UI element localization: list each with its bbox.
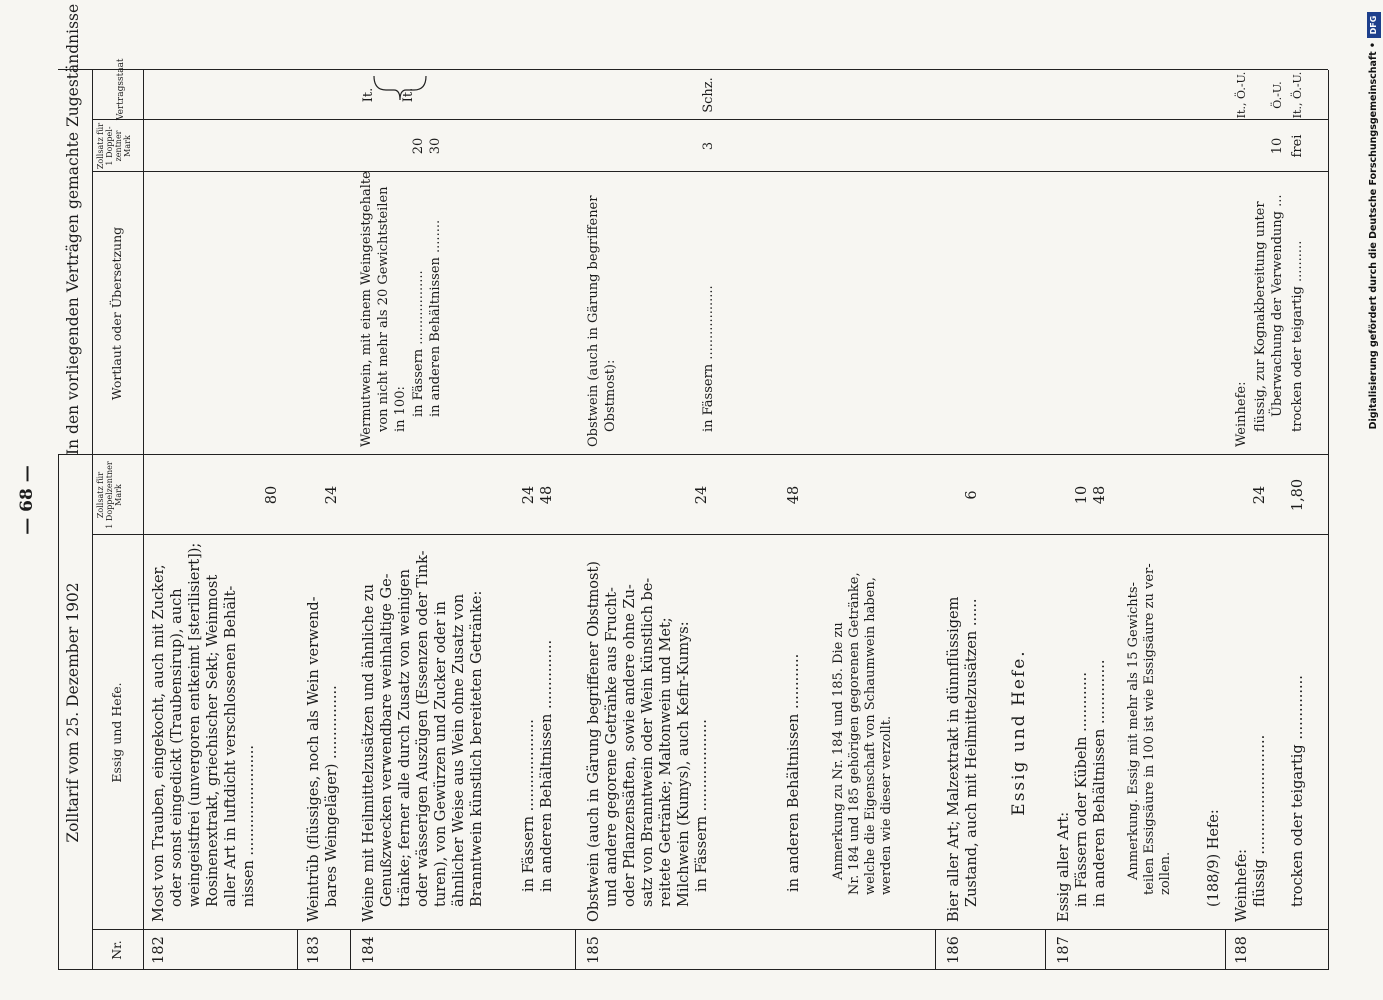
treaty-188-sub: Überwachung der Verwendung ... (1270, 194, 1285, 417)
treaty-184-sub: in Fässern .................. (411, 270, 426, 417)
entry-185-note: welche die Eigenschaft von Schaumwein haben, (863, 577, 878, 895)
right-header-title: In den vorliegenden Verträgen gemachte Zugeständnisse (64, 3, 82, 455)
dfg-footer (1366, 12, 1382, 988)
entry-185-rate-2: 48 (786, 485, 802, 505)
entry-188-sub: trocken oder teigartig .............. (1290, 675, 1306, 907)
entry-184-line: tränke; ferner alle durch Zusatz von weinigen (397, 569, 413, 907)
rate-column-line (92, 534, 1328, 535)
entry-185-line: reitete Getränke; Maltonwein und Met; (658, 617, 674, 907)
entry-188-sub: flüssig .......................... (1252, 734, 1268, 907)
treaty-188-state: It., Ö.-U. (1235, 71, 1248, 119)
col-header-text-left: Essig und Hefe. (109, 682, 124, 783)
table-bottom-line (1328, 70, 1329, 970)
entry-183-line: bares Weingeläger) ................ (324, 685, 340, 907)
treaty-188-sub: flüssig, zur Kognakbereitung unter (1253, 201, 1268, 432)
entry-number-182: 182 (151, 936, 167, 964)
entry-182-rate: 80 (264, 485, 280, 505)
treaty-188-sub: trocken oder teigartig .......... (1290, 240, 1305, 432)
entry-185-sub: in Fässern .................... (694, 719, 710, 892)
table-left-border (58, 969, 1328, 970)
entry-187-sub: in anderen Behältnissen .............. (1092, 659, 1108, 907)
entry-185-line: und andere gegorene Getränke aus Frucht- (604, 587, 620, 907)
entry-number-183: 183 (306, 936, 322, 964)
entry-number-188: 188 (1234, 936, 1250, 964)
treaty-184-line: von nicht mehr als 20 Gewichtsteilen (376, 186, 391, 432)
dfg-logo: DFG (1367, 12, 1381, 38)
section-divider-line (58, 454, 1328, 455)
entry-187-sub: in Fässern oder Kübeln ............. (1074, 671, 1090, 907)
page-number: — 68 — (17, 465, 37, 535)
treaty-184-line: in 100: (393, 386, 408, 432)
digitization-note: Digitalisierung gefördert durch die Deutsche Forschungsgemeinschaft • (1368, 42, 1379, 430)
header-mid-line-left (92, 455, 93, 970)
treaty-184-rate-2: 30 (428, 137, 443, 155)
treaty-184-state-label: It. (361, 87, 376, 103)
entry-186-line: Zustand, auch mit Heilmittelzusätzen ...... (964, 598, 980, 907)
entry-187-rate-2: 48 (1092, 485, 1108, 505)
treaty-185-sub: in Fässern .................. (701, 285, 716, 432)
treaty-188-state: It., Ö.-U. (1291, 71, 1304, 119)
row-separator (297, 930, 298, 970)
treaty-184-sub: in anderen Behältnissen ........ (428, 219, 443, 417)
entry-number-187: 187 (1056, 936, 1072, 964)
table-right-border (58, 69, 1328, 70)
treaty-188-rate-2: frei (1290, 134, 1305, 158)
entry-184-sub: in anderen Behältnissen ............... (539, 639, 555, 892)
entry-182-line: weingeistfrei (unvergoren entkeimt [sterilisiert]); (187, 542, 203, 907)
treaty-text-column-line (92, 171, 1328, 172)
left-header-title: Zolltarif vom 25. Dezember 1902 (64, 582, 82, 843)
entry-185-note: werden wie dieser verzollt. (879, 715, 894, 895)
entry-188-rate-1: 24 (1252, 485, 1268, 505)
entry-184-rate-2: 48 (539, 485, 555, 505)
header-bottom-line (143, 70, 144, 970)
entry-185-note: Anmerkung zu Nr. 184 und 185. Die zu (831, 622, 846, 880)
col-header-state: Vertragsstaat (116, 58, 126, 120)
treaty-185-state: Schz. (701, 77, 716, 113)
entry-184-rate-1: 24 (521, 485, 537, 505)
row-separator (350, 930, 351, 970)
entry-185-line: satz von Branntwein oder Wein künstlich be- (640, 577, 656, 907)
treaty-184-state: It. (401, 87, 416, 103)
treaty-188-rate-1: 10 (1270, 137, 1285, 155)
entry-185-sub: in anderen Behältnissen ............ (786, 653, 802, 892)
entry-185-rate-1: 24 (694, 485, 710, 505)
treaty-184-rate-1: 20 (411, 137, 426, 155)
entry-186-line: Bier aller Art; Malzextrakt in dünnflüssigem (946, 596, 962, 922)
treaty-184-line: Wermutwein, mit einem Weingeistgehalte (359, 171, 374, 447)
entry-182-line: Rosinenextrakt, griechischer Sekt; Weinmost (205, 574, 221, 907)
entry-185-line: oder Pflanzensäften, sowie andere ohne Zu- (622, 584, 638, 907)
header-top-line-left (58, 455, 59, 970)
entry-183-line: Weintrüb (flüssiges, noch als Wein verwend- (306, 596, 322, 922)
col-header-rate: Zollsatz für 1 Doppelzentner Mark (96, 461, 123, 529)
row-separator (935, 930, 936, 970)
entry-187-line: Essig aller Art: (1056, 811, 1072, 922)
nr-column-line (92, 929, 1328, 930)
entry-184-line: turen), von Gewürzen und Zucker oder in (433, 601, 449, 907)
entry-184-line: ähnlicher Weise aus Wein ohne Zusatz von (451, 593, 467, 907)
header-mid-line-right (92, 70, 93, 455)
entry-186-rate: 6 (964, 490, 980, 500)
treaty-185-line: Obstwein (auch in Gärung begriffener (586, 195, 601, 447)
entry-182-line: aller Art in luftdicht verschlossenen Behält- (223, 585, 239, 907)
treaty-185-line: Obstmost): (603, 359, 618, 432)
entry-187-note: Anmerkung. Essig mit mehr als 15 Gewichts- (1126, 582, 1141, 880)
row-separator (575, 930, 576, 970)
entry-182-line: oder sonst eingedickt (Traubensirup), auch (169, 588, 185, 907)
col-header-rate2: Zollsatz für 1 Doppel- zentner Mark (96, 122, 132, 170)
entry-187-note: zollen. (1158, 851, 1173, 895)
entry-number-184: 184 (361, 936, 377, 964)
treaty-188-head: Weinhefe: (1234, 381, 1249, 447)
col-header-nr: Nr. (109, 940, 124, 960)
entry-184-line: Weine mit Heilmittelzusätzen und ähnliche zu (361, 584, 377, 922)
entry-187-rate-1: 10 (1074, 485, 1090, 505)
entry-183-rate: 24 (324, 485, 340, 505)
entry-188-rate-2: 1,80 (1290, 478, 1306, 512)
entry-185-line: Obstwein (auch in Gärung begriffener Obstmost) (586, 561, 602, 922)
treaty-185-rate: 3 (701, 141, 716, 151)
entry-184-line: oder wässerigen Auszügen (Essenzen oder Tink- (415, 550, 431, 907)
treaty-188-state: Ö.-U. (1271, 81, 1284, 109)
row-separator (1225, 930, 1226, 970)
entry-184-line: Branntwein künstlich bereiteten Getränke: (469, 590, 485, 907)
entry-182-line: Most von Trauben, eingekocht, auch mit Zucker, (151, 564, 167, 922)
entry-188-head: (188/9) Hefe: (1206, 809, 1222, 907)
entry-number-186: 186 (946, 936, 962, 964)
entry-188-line: Weinhefe: (1234, 848, 1250, 922)
entry-number-185: 185 (586, 936, 602, 964)
entry-185-note: Nr. 184 und 185 gehörigen gegorenen Getränke, (847, 572, 862, 895)
section-title: Essig und Hefe. (1009, 649, 1029, 816)
col-header-text: Wortlaut oder Übersetzung (109, 226, 124, 401)
row-separator (1045, 930, 1046, 970)
entry-182-line: nissen ........................ (241, 744, 257, 907)
entry-184-sub: in Fässern .................... (521, 719, 537, 892)
entry-185-line: Milchwein (Kumys), auch Kefir-Kumys: (676, 621, 692, 907)
entry-184-line: Genußzwecken verwendbare weinhaltige Ge- (379, 573, 395, 907)
entry-187-note: teilen Essigsäure in 100 ist wie Essigsäure zu ver- (1142, 563, 1157, 895)
